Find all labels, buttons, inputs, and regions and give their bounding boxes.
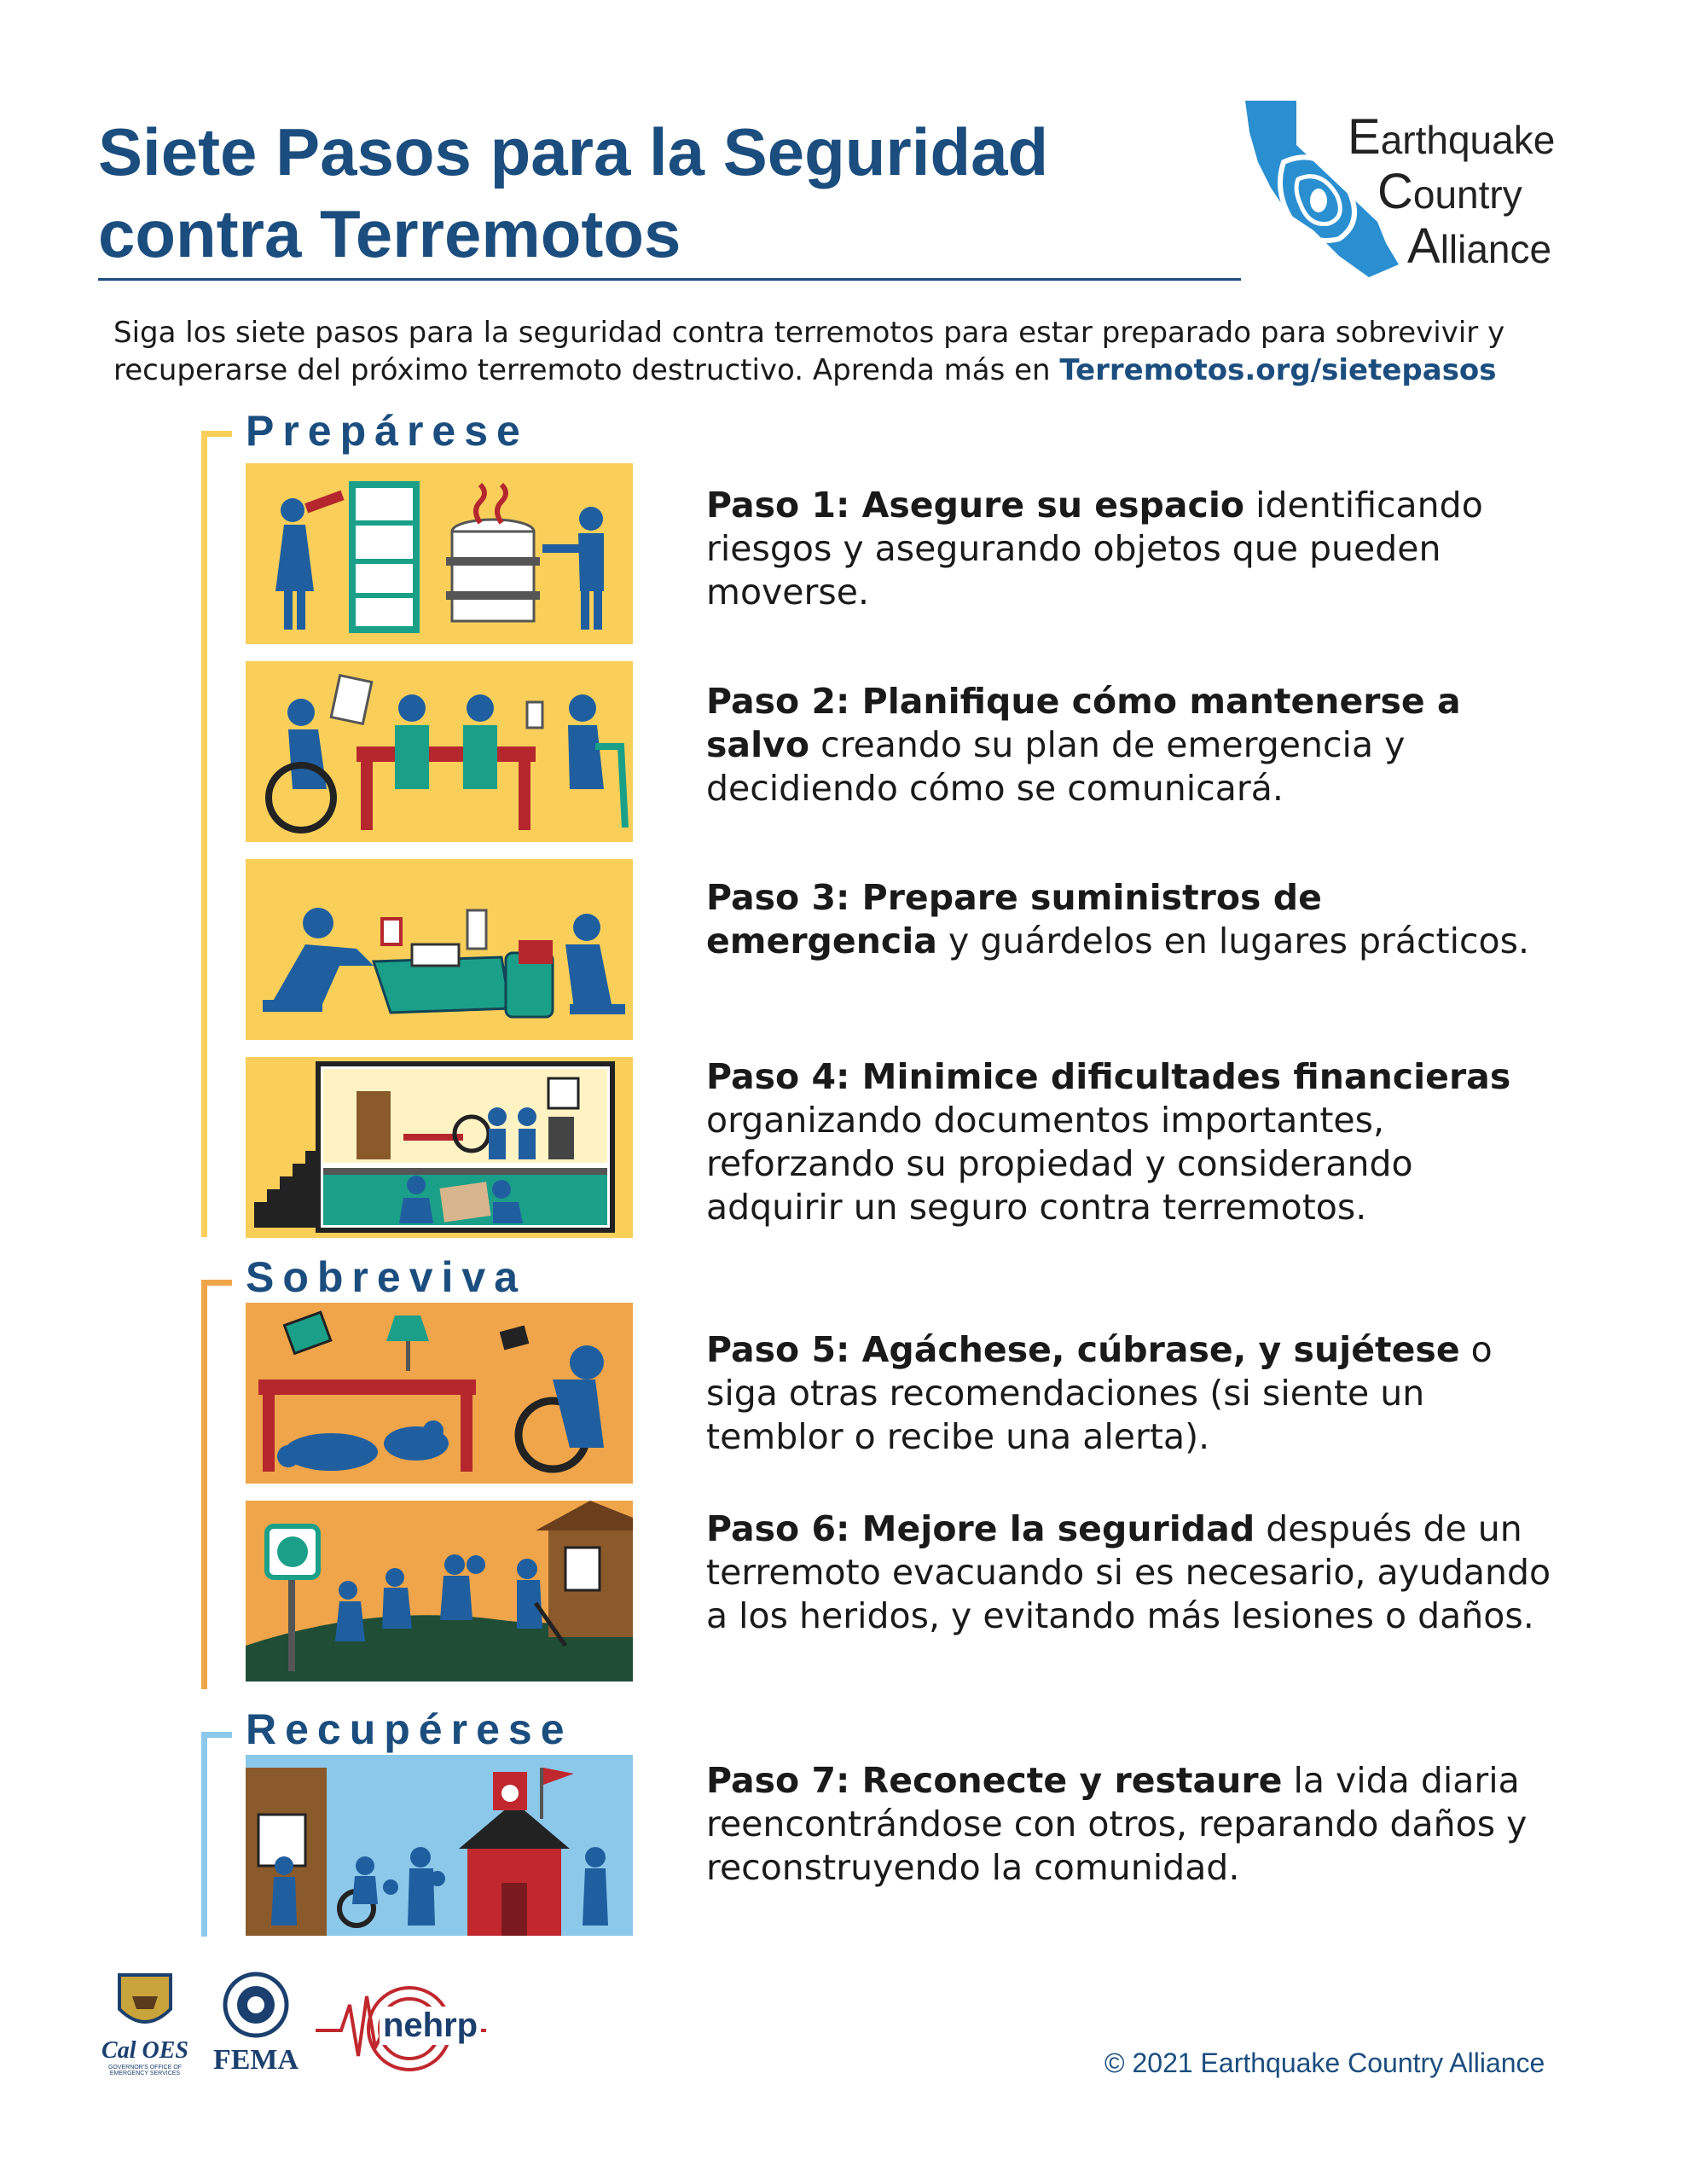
logo-line-earthquake: Earthquake — [1348, 109, 1556, 165]
step-2-illustration — [246, 661, 633, 842]
step-6-title: Paso 6: Mejore la seguridad — [706, 1508, 1255, 1549]
section-prepare: Prepárese — [246, 407, 529, 455]
partner-logos — [98, 1971, 490, 2082]
fema-logo — [209, 1971, 303, 2077]
step-2-title: Paso 2: Planifique cómo mantenerse a salvo — [706, 681, 1461, 765]
dhs-seal-icon — [209, 1971, 303, 2039]
step-1-illustration — [246, 463, 633, 644]
caloes-wordmark: Cal OES — [101, 2037, 188, 2064]
step-3-desc: y guárdelos en lugares prácticos. — [936, 921, 1530, 961]
step-3-text — [706, 876, 1559, 963]
step-7-illustration — [246, 1755, 633, 1936]
step-3-illustration — [246, 859, 633, 1040]
copyright-notice: © 2021 Earthquake Country Alliance — [1104, 2048, 1545, 2078]
title-divider — [98, 278, 1241, 281]
step-5-illustration — [246, 1303, 633, 1484]
logo-line-country: Country — [1377, 164, 1522, 219]
step-1-text — [706, 484, 1559, 614]
step-5-text — [706, 1328, 1559, 1459]
fema-wordmark: FEMA — [212, 2044, 299, 2076]
intro-link[interactable]: Terremotos.org/sietepasos — [1059, 353, 1497, 387]
step-7-desc: la vida diaria reencontrándose con otros, reparando daños y reconstruyendo la comunidad. — [706, 1760, 1528, 1888]
nehrp-logo — [316, 1979, 486, 2073]
step-7-text — [706, 1759, 1559, 1890]
intro-paragraph — [113, 314, 1615, 389]
section-survive: Sobreviva — [246, 1253, 527, 1301]
caloes-logo — [98, 1971, 192, 2077]
step-5-desc: o siga otras recomendaciones (si siente un temblor o recibe una alerta). — [706, 1329, 1493, 1457]
survive-bracket — [201, 1280, 232, 1689]
step-1-desc: identificando riesgos y asegurando objetos que pueden moverse. — [706, 485, 1483, 613]
step-4-title: Paso 4: Minimice dificultades financieras — [706, 1056, 1511, 1097]
step-6-text — [706, 1507, 1559, 1638]
step-6-desc: después de un terremoto evacuando si es necesario, ayudando a los heridos, y evitando más lesiones o daños. — [706, 1508, 1551, 1636]
step-5-title: Paso 5: Agáchese, cúbrase, y sujétese — [706, 1329, 1460, 1370]
eca-logo — [1237, 94, 1595, 286]
title-line-1: Siete Pasos para la Seguridad — [98, 114, 1049, 189]
intro-text: Siga los siete pasos para la seguridad contra terremotos para estar preparado para sobrevivir y recuperarse del próximo terremoto destructivo. Aprenda más en — [113, 316, 1505, 387]
title-line-2: contra Terremotos — [98, 196, 681, 271]
prepare-bracket — [201, 431, 232, 1237]
step-4-illustration — [246, 1057, 633, 1238]
step-2-desc: creando su plan de emergencia y decidiendo cómo se comunicará. — [706, 724, 1406, 809]
step-3-title: Paso 3: Prepare suministros de emergencia — [706, 877, 1322, 961]
page-title — [98, 111, 1207, 275]
caloes-shield-icon — [98, 1971, 192, 2039]
logo-line-alliance: Alliance — [1407, 218, 1552, 274]
caloes-subtitle: GOVERNOR'S OFFICE OF EMERGENCY SERVICES — [107, 2065, 183, 2077]
step-7-title: Paso 7: Reconecte y restaure — [706, 1760, 1283, 1801]
step-4-text — [706, 1055, 1559, 1229]
step-6-illustration — [246, 1501, 633, 1682]
step-4-desc: organizando documentos importantes, reforzando su propiedad y considerando adquirir un seguro contra terremotos. — [706, 1100, 1413, 1228]
nehrp-wordmark: nehrp — [380, 2007, 481, 2045]
recover-bracket — [201, 1732, 232, 1937]
step-2-text — [706, 680, 1559, 810]
step-1-title: Paso 1: Asegure su espacio — [706, 485, 1245, 526]
section-recover: Recupérese — [246, 1705, 573, 1753]
